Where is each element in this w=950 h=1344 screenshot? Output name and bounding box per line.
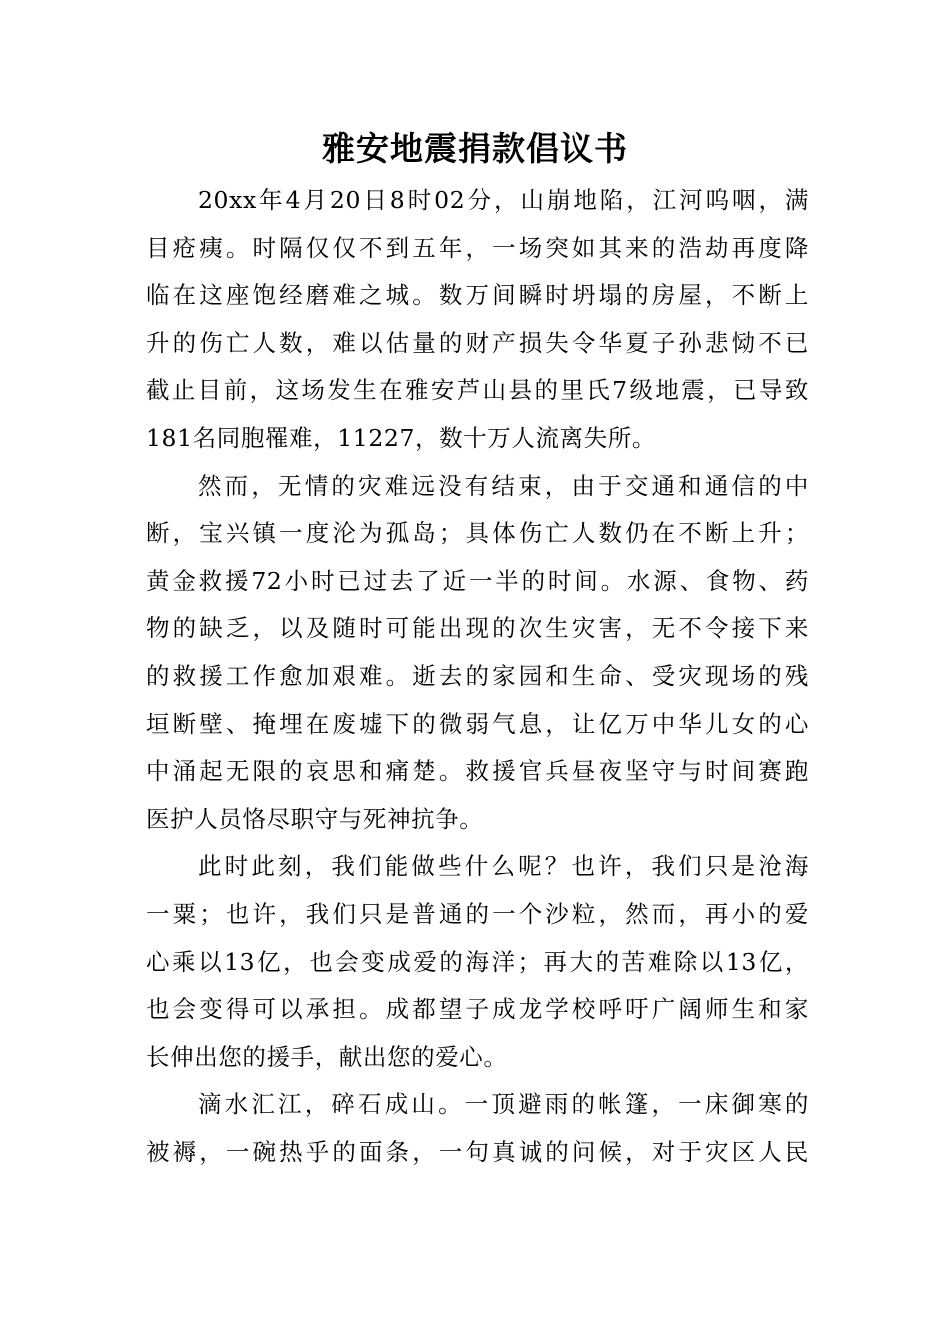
text-line: 然而，无情的灾难远没有结束，由于交通和通信的中 xyxy=(198,471,809,500)
text-line: 被褥，一碗热乎的面条，一句真诚的问候，对于灾区人民 xyxy=(146,1137,809,1166)
text-line: 也会变得可以承担。成都望子成龙学校呼吁广阔师生和家 xyxy=(146,995,809,1024)
paragraph-3 xyxy=(146,843,809,1081)
text-line: 20xx年4月20日8时02分，山崩地陷，江河呜咽，满 xyxy=(198,186,809,214)
text-line: 一粟；也许，我们只是普通的一个沙粒，然而，再小的爱 xyxy=(146,899,809,928)
document-body xyxy=(146,177,809,1176)
text-line: 滴水汇江，碎石成山。一顶避雨的帐篷，一床御寒的 xyxy=(198,1090,809,1119)
text-line: 目疮痍。时隔仅仅不到五年，一场突如其来的浩劫再度降 xyxy=(146,233,809,262)
text-line: 长伸出您的援手，献出您的爱心。 xyxy=(146,1042,508,1071)
text-line: 垣断壁、掩埋在废墟下的微弱气息，让亿万中华儿女的心 xyxy=(146,709,809,738)
paragraph-2 xyxy=(146,463,809,844)
text-line: 升的伤亡人数，难以估量的财产损失令华夏子孙悲恸不已 xyxy=(146,328,809,357)
text-line: 截止目前，这场发生在雅安芦山县的里氏7级地震，已导致 xyxy=(146,376,809,405)
document-title: 雅安地震捐款倡议书 xyxy=(322,129,628,168)
text-line: 中涌起无限的哀思和痛楚。救援官兵昼夜坚守与时间赛跑 xyxy=(146,757,809,786)
text-line: 181名同胞罹难，11227，数十万人流离失所。 xyxy=(146,423,657,452)
text-line: 物的缺乏，以及随时可能出现的次生灾害，无不令接下来 xyxy=(146,614,809,643)
text-line: 心乘以13亿，也会变成爱的海洋；再大的苦难除以13亿， xyxy=(146,947,809,976)
text-line: 临在这座饱经磨难之城。数万间瞬时坍塌的房屋，不断上 xyxy=(146,281,809,310)
text-line: 的救援工作愈加艰难。逝去的家园和生命、受灾现场的残 xyxy=(146,661,809,690)
paragraph-4 xyxy=(146,1081,809,1176)
text-line: 此时此刻，我们能做些什么呢？也许，我们只是沧海 xyxy=(198,852,809,881)
text-line: 医护人员恪尽职守与死神抗争。 xyxy=(146,804,484,833)
text-line: 黄金救援72小时已过去了近一半的时间。水源、食物、药 xyxy=(146,566,809,595)
text-line: 断，宝兴镇一度沦为孤岛；具体伤亡人数仍在不断上升； xyxy=(146,519,809,548)
paragraph-1 xyxy=(146,177,809,463)
